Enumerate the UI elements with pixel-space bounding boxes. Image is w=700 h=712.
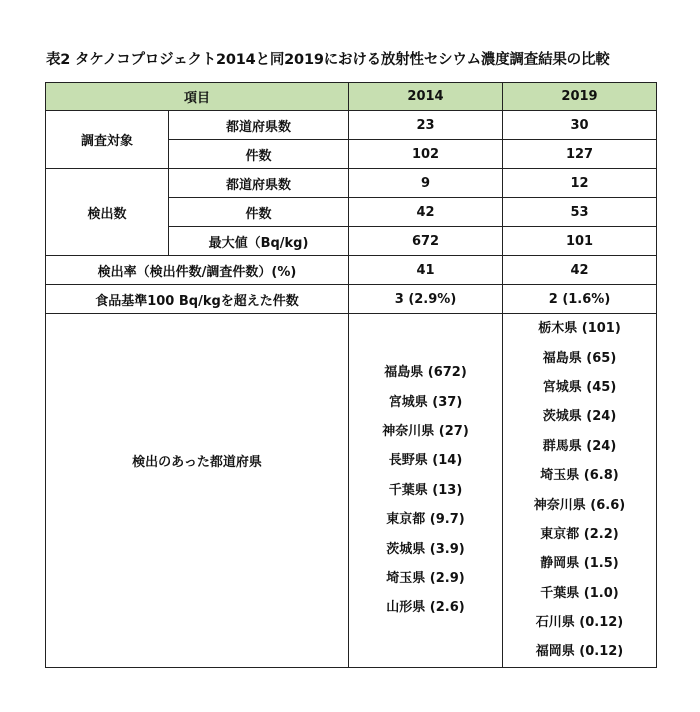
survey-count-label: 件数 [169, 140, 349, 169]
detect-prefectures-2019: 12 [503, 169, 657, 198]
list-item: 福島県 (65) [542, 350, 617, 366]
detect-rate-2014: 41 [349, 256, 503, 285]
survey-count-2019: 127 [503, 140, 657, 169]
list-item: 福岡県 (0.12) [535, 644, 624, 660]
list-item: 神奈川県 (6.6) [533, 497, 626, 513]
header-year-2014: 2014 [349, 83, 503, 111]
list-item: 栃木県 (101) [538, 321, 621, 337]
detect-max-label: 最大値（Bq/kg) [169, 227, 349, 256]
list-item: 石川県 (0.12) [535, 615, 624, 631]
list-item: 東京都 (9.7) [386, 512, 465, 528]
list-item: 山形県 (2.6) [386, 600, 465, 616]
detect-count-2014: 42 [349, 198, 503, 227]
list-2014 [349, 314, 503, 668]
header-year-2019: 2019 [503, 83, 657, 111]
survey-prefectures-label: 都道府県数 [169, 111, 349, 140]
detect-prefectures-label: 都道府県数 [169, 169, 349, 198]
detected-prefectures-label: 検出のあった都道府県 [46, 314, 349, 668]
detect-count-label: 件数 [169, 198, 349, 227]
table-row [46, 111, 657, 140]
list-item: 長野県 (14) [388, 453, 463, 469]
detect-count-2019: 53 [503, 198, 657, 227]
list-item: 千葉県 (13) [388, 482, 463, 498]
list-item: 千葉県 (1.0) [540, 585, 619, 601]
list-item: 群馬県 (24) [542, 438, 617, 454]
list-item: 茨城県 (24) [542, 409, 617, 425]
list-item: 宮城県 (37) [388, 394, 463, 410]
detect-rate-label: 検出率（検出件数/調査件数）(%) [46, 256, 349, 285]
list-item: 埼玉県 (2.9) [386, 570, 465, 586]
list-item: 宮城県 (45) [542, 379, 617, 395]
detect-group-label: 検出数 [46, 169, 169, 256]
survey-prefectures-2019: 30 [503, 111, 657, 140]
detect-max-2019: 101 [503, 227, 657, 256]
over-standard-2019: 2 (1.6%) [503, 285, 657, 314]
detect-rate-2019: 42 [503, 256, 657, 285]
results-table [45, 82, 657, 668]
detect-max-2014: 672 [349, 227, 503, 256]
over-standard-label: 食品基準100 Bq/kgを超えた件数 [46, 285, 349, 314]
list-item: 神奈川県 (27) [382, 424, 469, 440]
header-row [46, 83, 657, 111]
table-title: 表2 タケノコプロジェクト2014と同2019における放射性セシウム濃度調査結果の比較 [46, 52, 610, 68]
list-item: 東京都 (2.2) [540, 526, 619, 542]
over-standard-2014: 3 (2.9%) [349, 285, 503, 314]
table-row [46, 285, 657, 314]
list-2019 [503, 314, 657, 668]
survey-group-label: 調査対象 [46, 111, 169, 169]
survey-prefectures-2014: 23 [349, 111, 503, 140]
survey-count-2014: 102 [349, 140, 503, 169]
list-item: 福島県 (672) [384, 365, 467, 381]
table-row [46, 256, 657, 285]
detect-prefectures-2014: 9 [349, 169, 503, 198]
list-item: 静岡県 (1.5) [540, 556, 619, 572]
table-row [46, 314, 657, 668]
header-item: 項目 [46, 83, 349, 111]
list-item: 茨城県 (3.9) [386, 541, 465, 557]
list-item: 埼玉県 (6.8) [540, 468, 619, 484]
table-row [46, 169, 657, 198]
